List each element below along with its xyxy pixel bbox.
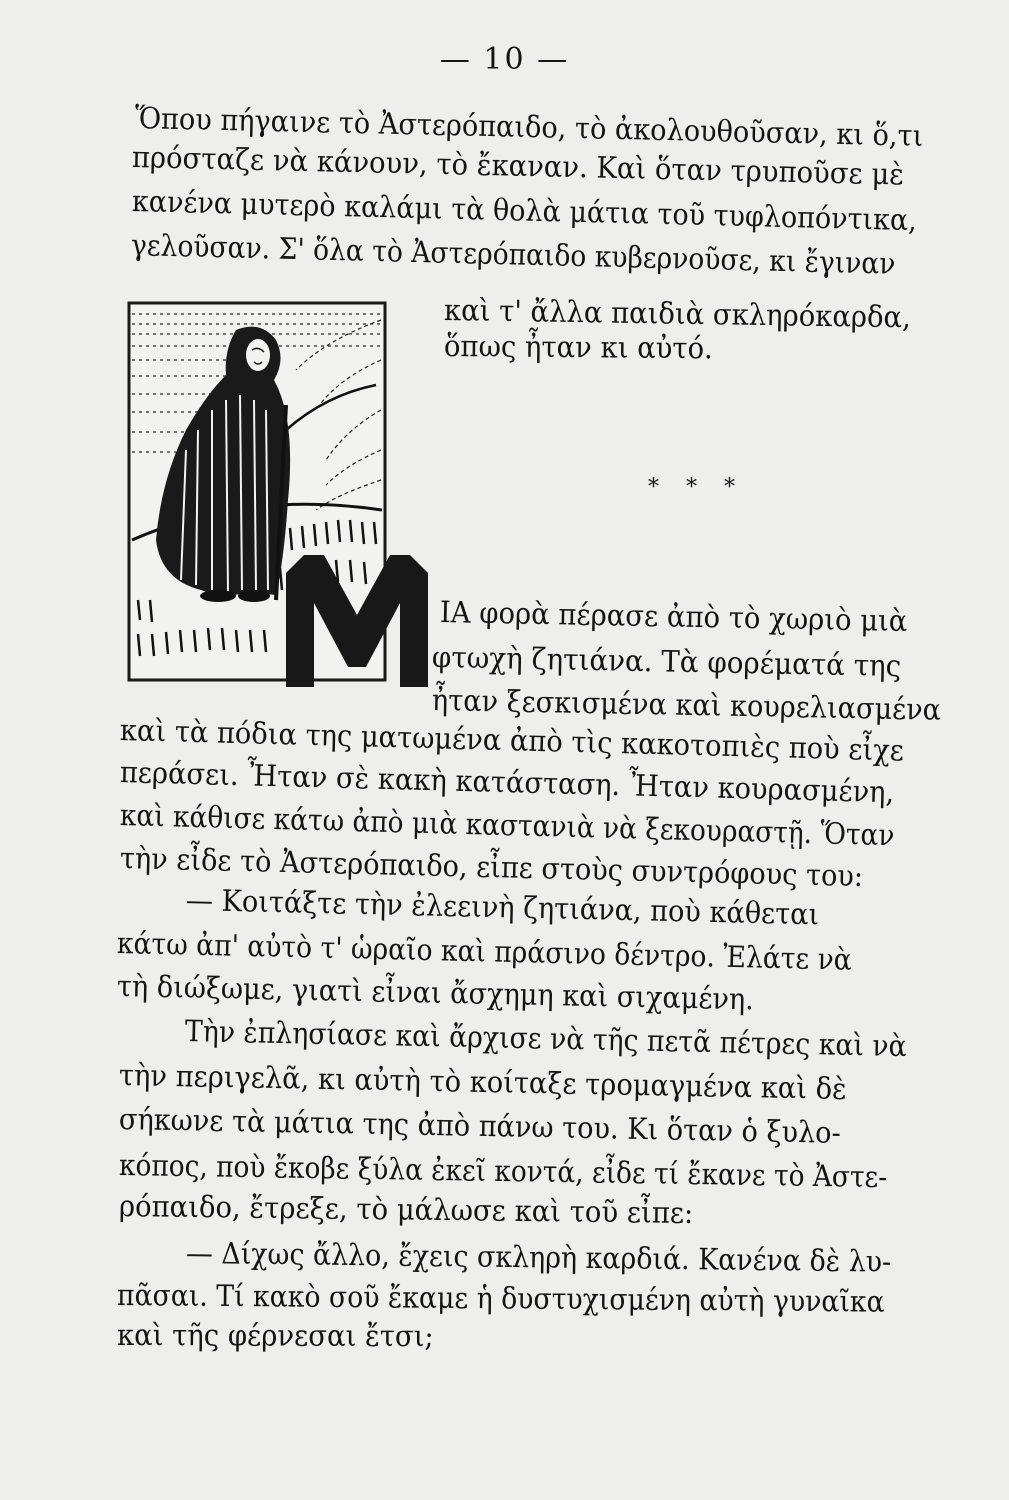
- text-line: γελοῦσαν. Σ' ὅλα τὸ Ἀστερόπαιδο κυβερνοῦσε, κι ἔγιναν: [130, 228, 896, 281]
- text-line: πᾶσαι. Τί κακὸ σοῦ ἔκαμε ἡ δυστυχισμένη αὐτὴ γυναῖκα: [116, 1278, 885, 1319]
- drop-cap: [286, 555, 428, 687]
- text-line: τὴν περιγελᾶ, κι αὐτὴ τὸ κοίταξε τρομαγμένα καὶ δὲ: [118, 1058, 848, 1106]
- text-line: τὴ διώξωμε, γιατὶ εἶναι ἄσχημη καὶ σιχαμένη.: [116, 969, 755, 1017]
- text-line: — Δίχως ἄλλο, ἔχεις σκληρὴ καρδιά. Κανένα δὲ λυ-: [185, 1236, 892, 1279]
- text-line: σήκωνε τὰ μάτια της ἀπὸ πάνω του. Κι ὅταν ὁ ξυλο-: [118, 1102, 842, 1150]
- text-line: καὶ τῆς φέρνεσαι ἔτσι;: [116, 1318, 434, 1354]
- text-line: καὶ κάθισε κάτω ἀπὸ μιὰ καστανιὰ νὰ ξεκουραστῇ. Ὅταν: [119, 798, 895, 853]
- text-line: καὶ τὰ πόδια της ματωμένα ἀπὸ τὶς κακοτοπιὲς ποὺ εἶχε: [119, 713, 905, 768]
- text-line: κάτω ἀπ' αὐτὸ τ' ὡραῖο καὶ πράσινο δέντρο. Ἐλάτε νὰ: [116, 926, 853, 977]
- text-line: Τὴν ἐπλησίασε καὶ ἄρχισε νὰ τῆς πετᾶ πέτρες καὶ νὰ: [184, 1014, 908, 1064]
- text-line: καὶ τ' ἄλλα παιδιὰ σκληρόκαρδα,: [443, 293, 912, 335]
- drop-cap-letter: Μ: [357, 634, 360, 636]
- text-line: κανένα μυτερὸ καλάμι τὰ θολὰ μάτια τοῦ τυφλοπόντικα,: [131, 184, 918, 238]
- text-line: φτωχὴ ζητιάνα. Τὰ φορέματά της: [431, 640, 902, 684]
- text-line: τὴν εἶδε τὸ Ἀστερόπαιδο, εἶπε στοὺς συντρόφους του:: [119, 841, 864, 894]
- text-line: ἦταν ξεσκισμένα καὶ κουρελιασμένα: [431, 683, 942, 727]
- text-line: ΙΑ φορὰ πέρασε ἀπὸ τὸ χωριὸ μιὰ: [439, 595, 908, 638]
- text-line: ὅπως ἦταν κι αὐτό.: [443, 329, 713, 366]
- text-line: περάσει. Ἦταν σὲ κακὴ κατάσταση. Ἦταν κουρασμένη,: [119, 755, 895, 810]
- page-number: — 10 —: [439, 42, 570, 77]
- text-line: κόπος, ποὺ ἔκοβε ξύλα ἐκεῖ κοντά, εἶδε τί ἔκανε τὸ Ἀστε-: [118, 1148, 888, 1195]
- text-line: — Κοιτάξτε τὴν ἐλεεινὴ ζητιάνα, ποὺ κάθεται: [185, 883, 820, 932]
- section-break: * * *: [648, 475, 745, 500]
- text-line: πρόσταζε νὰ κάνουν, τὸ ἔκαναν. Καὶ ὅταν τρυποῦσε μὲ: [131, 140, 905, 192]
- text-line: Ὅπου πήγαινε τὸ Ἀστερόπαιδο, τὸ ἀκολουθοῦσαν, κι ὅ,τι: [134, 101, 924, 153]
- text-line: ρόπαιδο, ἔτρεξε, τὸ μάλωσε καὶ τοῦ εἶπε:: [118, 1189, 694, 1231]
